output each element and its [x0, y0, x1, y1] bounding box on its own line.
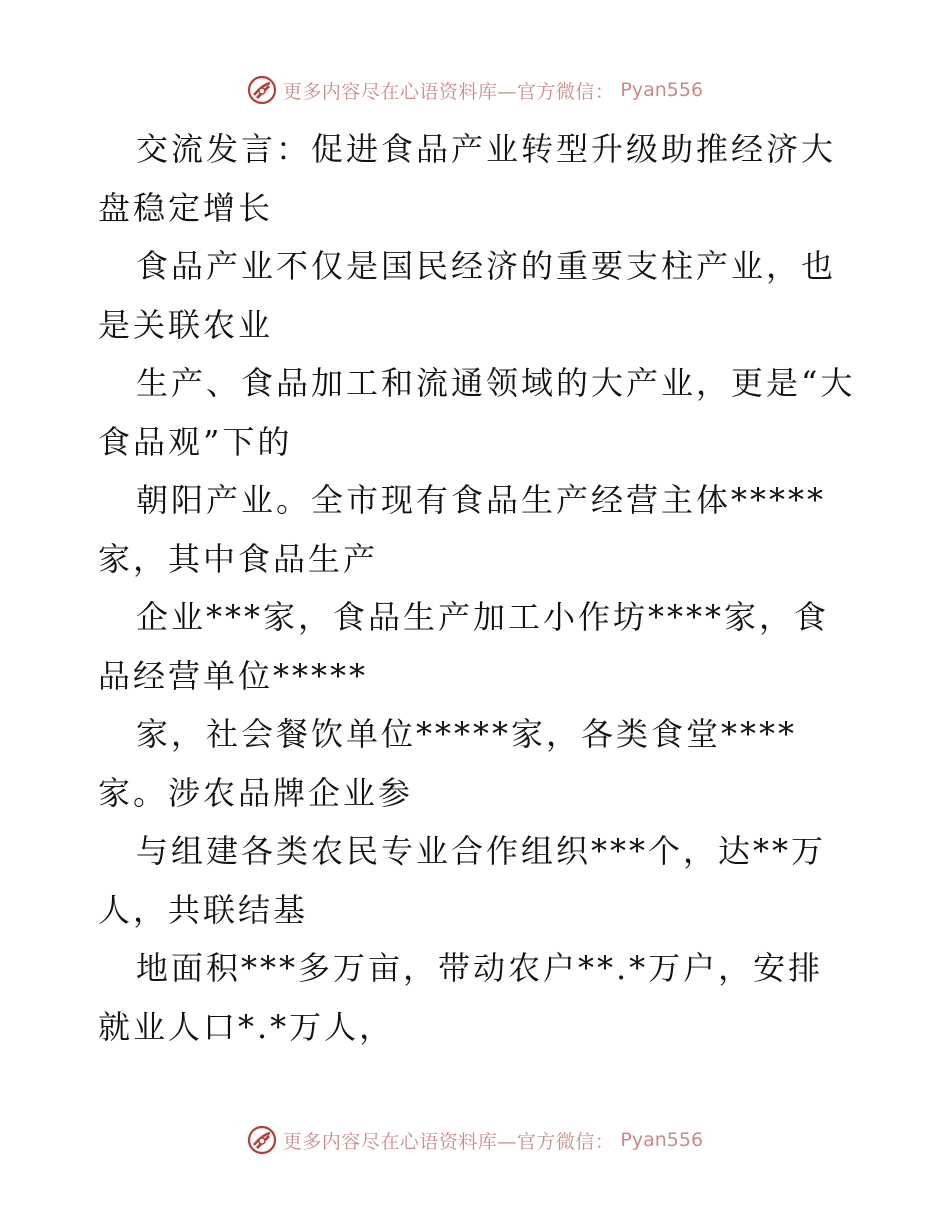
book-pen-logo-icon	[247, 1125, 277, 1155]
paragraph: 企业***家，食品生产加工小作坊****家，食品经营单位*****	[98, 598, 830, 695]
paragraph: 朝阳产业。全市现有食品生产经营主体*****家，其中食品生产	[98, 481, 827, 578]
paragraph-title: 交流发言：促进食品产业转型升级助推经济大盘稳定增长	[98, 130, 837, 227]
paragraph: 食品产业不仅是国民经济的重要支柱产业，也是关联农业	[98, 247, 837, 344]
watermark-brand: Pyan556	[620, 79, 704, 101]
header-watermark	[0, 72, 950, 108]
paragraph: 地面积***多万亩，带动农户**.*万户，安排就业人口*.*万人，	[98, 949, 824, 1046]
paragraph: 生产、食品加工和流通领域的大产业，更是“大食品观”下的	[98, 364, 856, 461]
paragraph: 家，社会餐饮单位*****家，各类食堂****家。涉农品牌企业参	[98, 715, 798, 812]
watermark-text: 更多内容尽在心语资料库—官方微信：	[282, 1130, 615, 1153]
footer-watermark	[0, 1122, 950, 1158]
watermark-text: 更多内容尽在心语资料库—官方微信：	[282, 80, 615, 103]
paragraph: 与组建各类农民专业合作组织***个，达**万人，共联结基	[98, 832, 827, 929]
document-body	[98, 120, 858, 1056]
book-pen-logo-icon	[247, 75, 277, 105]
watermark-brand: Pyan556	[620, 1129, 704, 1151]
